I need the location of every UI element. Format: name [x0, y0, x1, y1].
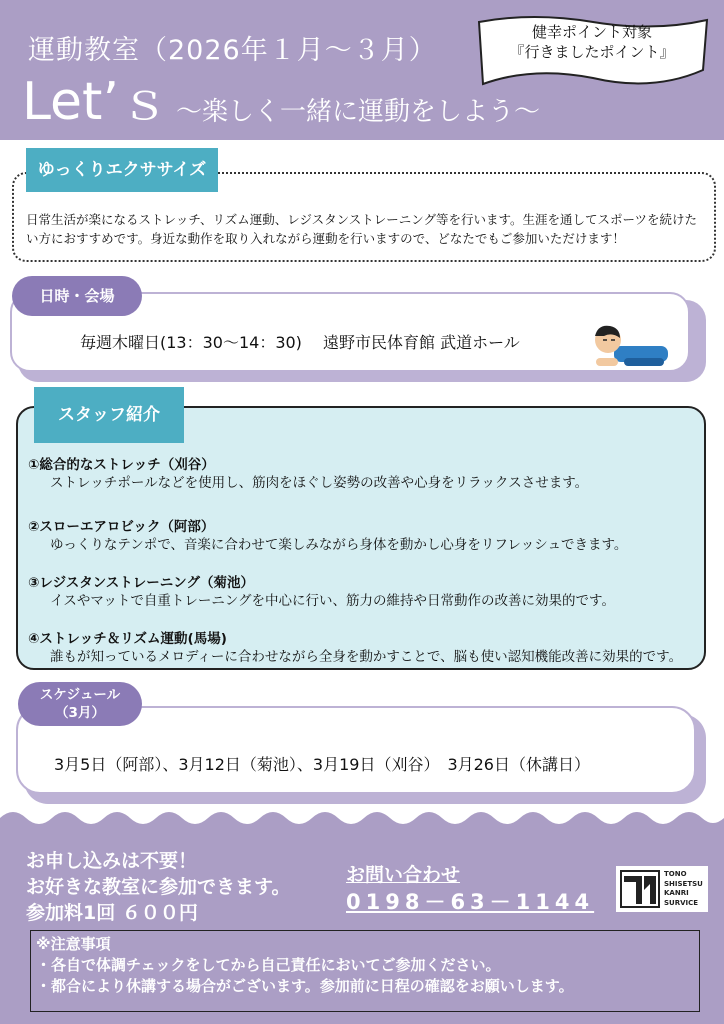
- staff-item-desc: ストレッチポールなどを使用し、筋肉をほぐし姿勢の改善や心身をリラックスさせます。: [50, 475, 589, 491]
- staff-item-title: ②スローエアロビック（阿部）: [28, 519, 215, 535]
- footer-line2: お好きな教室に参加できます。: [26, 876, 291, 898]
- exercise-description: 日常生活が楽になるストレッチ、リズム運動、レジスタンストレーニング等を行います。生涯を通してスポーツを続けたい方におすすめです。身近な動作を取り入れながら運動を行いますので、どなたでもご参加いただけます！: [26, 212, 697, 246]
- exercise-label: ゆっくりエクササイズ: [26, 148, 218, 192]
- logo-wordmark: [664, 870, 703, 908]
- staff-list: [28, 456, 694, 686]
- note-item: ・都合により休講する場合がございます。参加前に日程の確認をお願いします。: [36, 977, 574, 995]
- staff-item: [28, 456, 694, 492]
- staff-item-title: ③レジスタンストレーニング（菊池）: [28, 575, 255, 591]
- page-title: 運動教室（2026年１月～３月）: [28, 35, 437, 66]
- contact-phone[interactable]: 0198－63－1144: [346, 890, 595, 914]
- contact-title: お問い合わせ: [346, 864, 461, 886]
- staff-item: [28, 518, 694, 554]
- exercising-person-illustration: [584, 318, 674, 374]
- note-item: ・各自で体調チェックをしてから自己責任においてご参加ください。: [36, 956, 501, 974]
- logo-word: KANRI: [664, 889, 689, 897]
- schedule-label: [18, 682, 142, 726]
- staff-item-desc: イスやマットで自重トレーニングを中心に行い、筋力の維持や日常動作の改善に効果的です。: [50, 593, 615, 609]
- schedule-label-line1: スケジュール: [39, 687, 121, 703]
- staff-item: [28, 574, 694, 610]
- footer-line1: お申し込みは不要！: [26, 850, 198, 872]
- lets-heading: Let’ｓ: [22, 72, 171, 132]
- staff-item-desc: ゆっくりなテンポで、音楽に合わせて楽しみながら身体を動かし心身をリフレッシュできます。: [50, 537, 628, 553]
- footer-info: [26, 848, 290, 926]
- staff-item-title: ④ストレッチ＆リズム運動(馬場): [28, 631, 227, 647]
- logo-word: TONO: [664, 870, 687, 878]
- staff-item-title: ①総合的なストレッチ（刈谷）: [28, 457, 215, 473]
- staff-item-desc: 誰もが知っているメロディーに合わせながら全身を動かすことで、脳も使い認知機能改善に効果的です。: [50, 649, 683, 665]
- logo-word: SURVICE: [664, 898, 699, 907]
- footer-line3: 参加料1回 ６００円: [26, 902, 198, 924]
- schedule-label-line2: （3月）: [55, 705, 105, 721]
- point-banner: [488, 22, 696, 62]
- banner-line2: 『行きましたポイント』: [509, 43, 675, 61]
- logo-word: SHISETSU: [664, 879, 703, 888]
- date-venue-text: 毎週木曜日(13：30～14：30) 遠野市民体育館 武道ホール: [80, 333, 520, 352]
- staff-item: [28, 630, 694, 666]
- staff-label: スタッフ紹介: [34, 387, 184, 443]
- banner-line1: 健幸ポイント対象: [531, 23, 652, 41]
- logo-mark-icon: [620, 870, 660, 908]
- notes: [36, 934, 574, 997]
- date-venue-label: 日時・会場: [12, 276, 142, 316]
- page-subtitle: ～楽しく一緒に運動をしよう～: [176, 97, 541, 127]
- notes-title: ※注意事項: [36, 935, 111, 953]
- schedule-text: 3月5日（阿部）、3月12日（菊池）、3月19日（刈谷） 3月26日（休講日）: [54, 755, 590, 774]
- company-logo: [616, 866, 708, 912]
